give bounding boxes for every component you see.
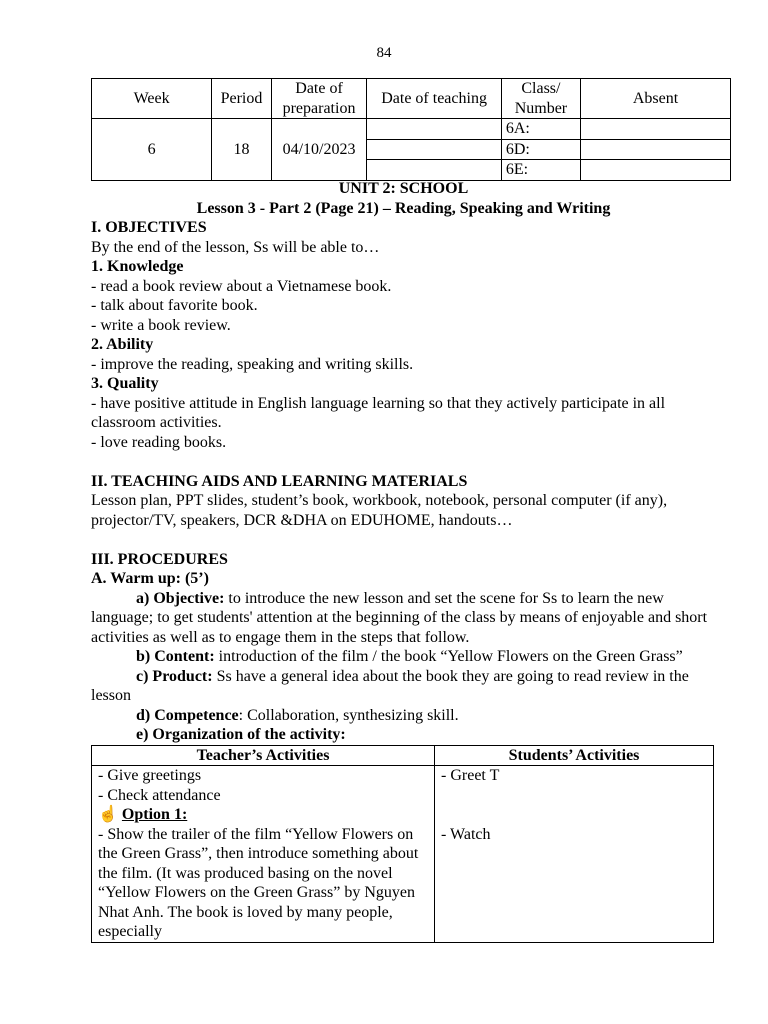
- header-period: Period: [212, 79, 272, 119]
- page-number: 84: [376, 45, 392, 61]
- cell-date-of-preparation: 04/10/2023: [271, 119, 367, 181]
- objectives-heading: I. OBJECTIVES: [91, 219, 207, 236]
- students-activities-cell: [435, 766, 714, 943]
- objective-paragraph: [91, 589, 716, 648]
- schedule-table: [91, 78, 731, 181]
- cell-class: 6D:: [501, 139, 580, 160]
- students-activities-header: Students’ Activities: [435, 745, 714, 766]
- cell-absent: [580, 160, 730, 181]
- aids-heading: II. TEACHING AIDS AND LEARNING MATERIALS: [91, 472, 468, 490]
- student-step: - Greet T: [441, 767, 500, 784]
- product-text: Ss have a general idea about the book they are going to read review in the lesson: [91, 667, 689, 704]
- cell-absent: [580, 119, 730, 140]
- teacher-activities-cell: [92, 766, 435, 943]
- activities-table: [91, 745, 714, 944]
- header-date-of-teaching: Date of teaching: [367, 79, 502, 119]
- lesson-title: Lesson 3 - Part 2 (Page 21) – Reading, Speaking and Writing: [196, 199, 611, 217]
- procedures-heading: III. PROCEDURES: [91, 550, 228, 568]
- warmup-heading: A. Warm up: (5’): [91, 570, 209, 587]
- unit-title: UNIT 2: SCHOOL: [338, 180, 469, 197]
- cell-date-of-teaching: [367, 119, 502, 140]
- cell-absent: [580, 139, 730, 160]
- quality-item: - have positive attitude in English language learning so that they actively participate in all classroom activities.: [91, 394, 666, 431]
- teacher-activities-header: Teacher’s Activities: [92, 745, 435, 766]
- knowledge-item: - read a book review about a Vietnamese book.: [91, 277, 392, 295]
- teacher-step: - Give greetings: [98, 767, 202, 784]
- objectives-intro: By the end of the lesson, Ss will be able to…: [91, 238, 380, 256]
- product-label: c) Product:: [136, 667, 213, 685]
- student-step: - Watch: [441, 825, 491, 843]
- objective-label: a) Objective:: [136, 589, 225, 607]
- objective-text: to introduce the new lesson and set the scene for Ss to learn the new language; to get students' attention at the beginning of the class by means of enjoyable and short activities as well as to engage them in the steps that follow.: [91, 589, 708, 646]
- ability-item: - improve the reading, speaking and writing skills.: [91, 355, 414, 373]
- header-week: Week: [92, 79, 212, 119]
- cell-week: 6: [92, 119, 212, 181]
- pointing-hand-icon: ☝: [98, 806, 118, 823]
- content-paragraph: [91, 647, 716, 667]
- aids-text: Lesson plan, PPT slides, student’s book, workbook, notebook, personal computer (if any), projector/TV, speakers, DCR &DHA on EDUHOME, handouts…: [91, 492, 668, 529]
- competence-label: d) Competence: [136, 706, 239, 724]
- knowledge-item: - talk about favorite book.: [91, 297, 258, 314]
- content-text: introduction of the film / the book “Yellow Flowers on the Green Grass”: [214, 648, 683, 665]
- knowledge-item: - write a book review.: [91, 316, 231, 334]
- knowledge-heading: 1. Knowledge: [91, 258, 184, 275]
- cell-period: 18: [212, 119, 272, 181]
- organization-label: e) Organization of the activity:: [136, 726, 346, 743]
- competence-paragraph: [91, 706, 716, 726]
- quality-heading: 3. Quality: [91, 375, 159, 392]
- option-label: Option 1:: [121, 806, 188, 823]
- quality-item: - love reading books.: [91, 433, 227, 451]
- competence-text: : Collaboration, synthesizing skill.: [238, 706, 459, 724]
- cell-class: 6E:: [501, 160, 580, 181]
- option-line: [98, 805, 434, 825]
- cell-class: 6A:: [501, 119, 580, 140]
- teacher-step: - Check attendance: [98, 786, 221, 804]
- header-absent: Absent: [580, 79, 730, 119]
- header-class-number: Class/ Number: [501, 79, 580, 119]
- product-paragraph: [91, 667, 716, 706]
- teacher-step: - Show the trailer of the film “Yellow Flowers on the Green Grass”, then introduce something about the film. (It was produced basing on the novel “Yellow Flowers on the Green Grass” by Nguyen Nhat Anh. The book is loved by many people, especially: [98, 825, 419, 940]
- ability-heading: 2. Ability: [91, 336, 154, 353]
- cell-date-of-teaching: [367, 139, 502, 160]
- header-date-of-preparation: Date of preparation: [271, 79, 367, 119]
- content-label: b) Content:: [136, 648, 215, 665]
- lesson-content: [91, 179, 716, 943]
- cell-date-of-teaching: [367, 160, 502, 181]
